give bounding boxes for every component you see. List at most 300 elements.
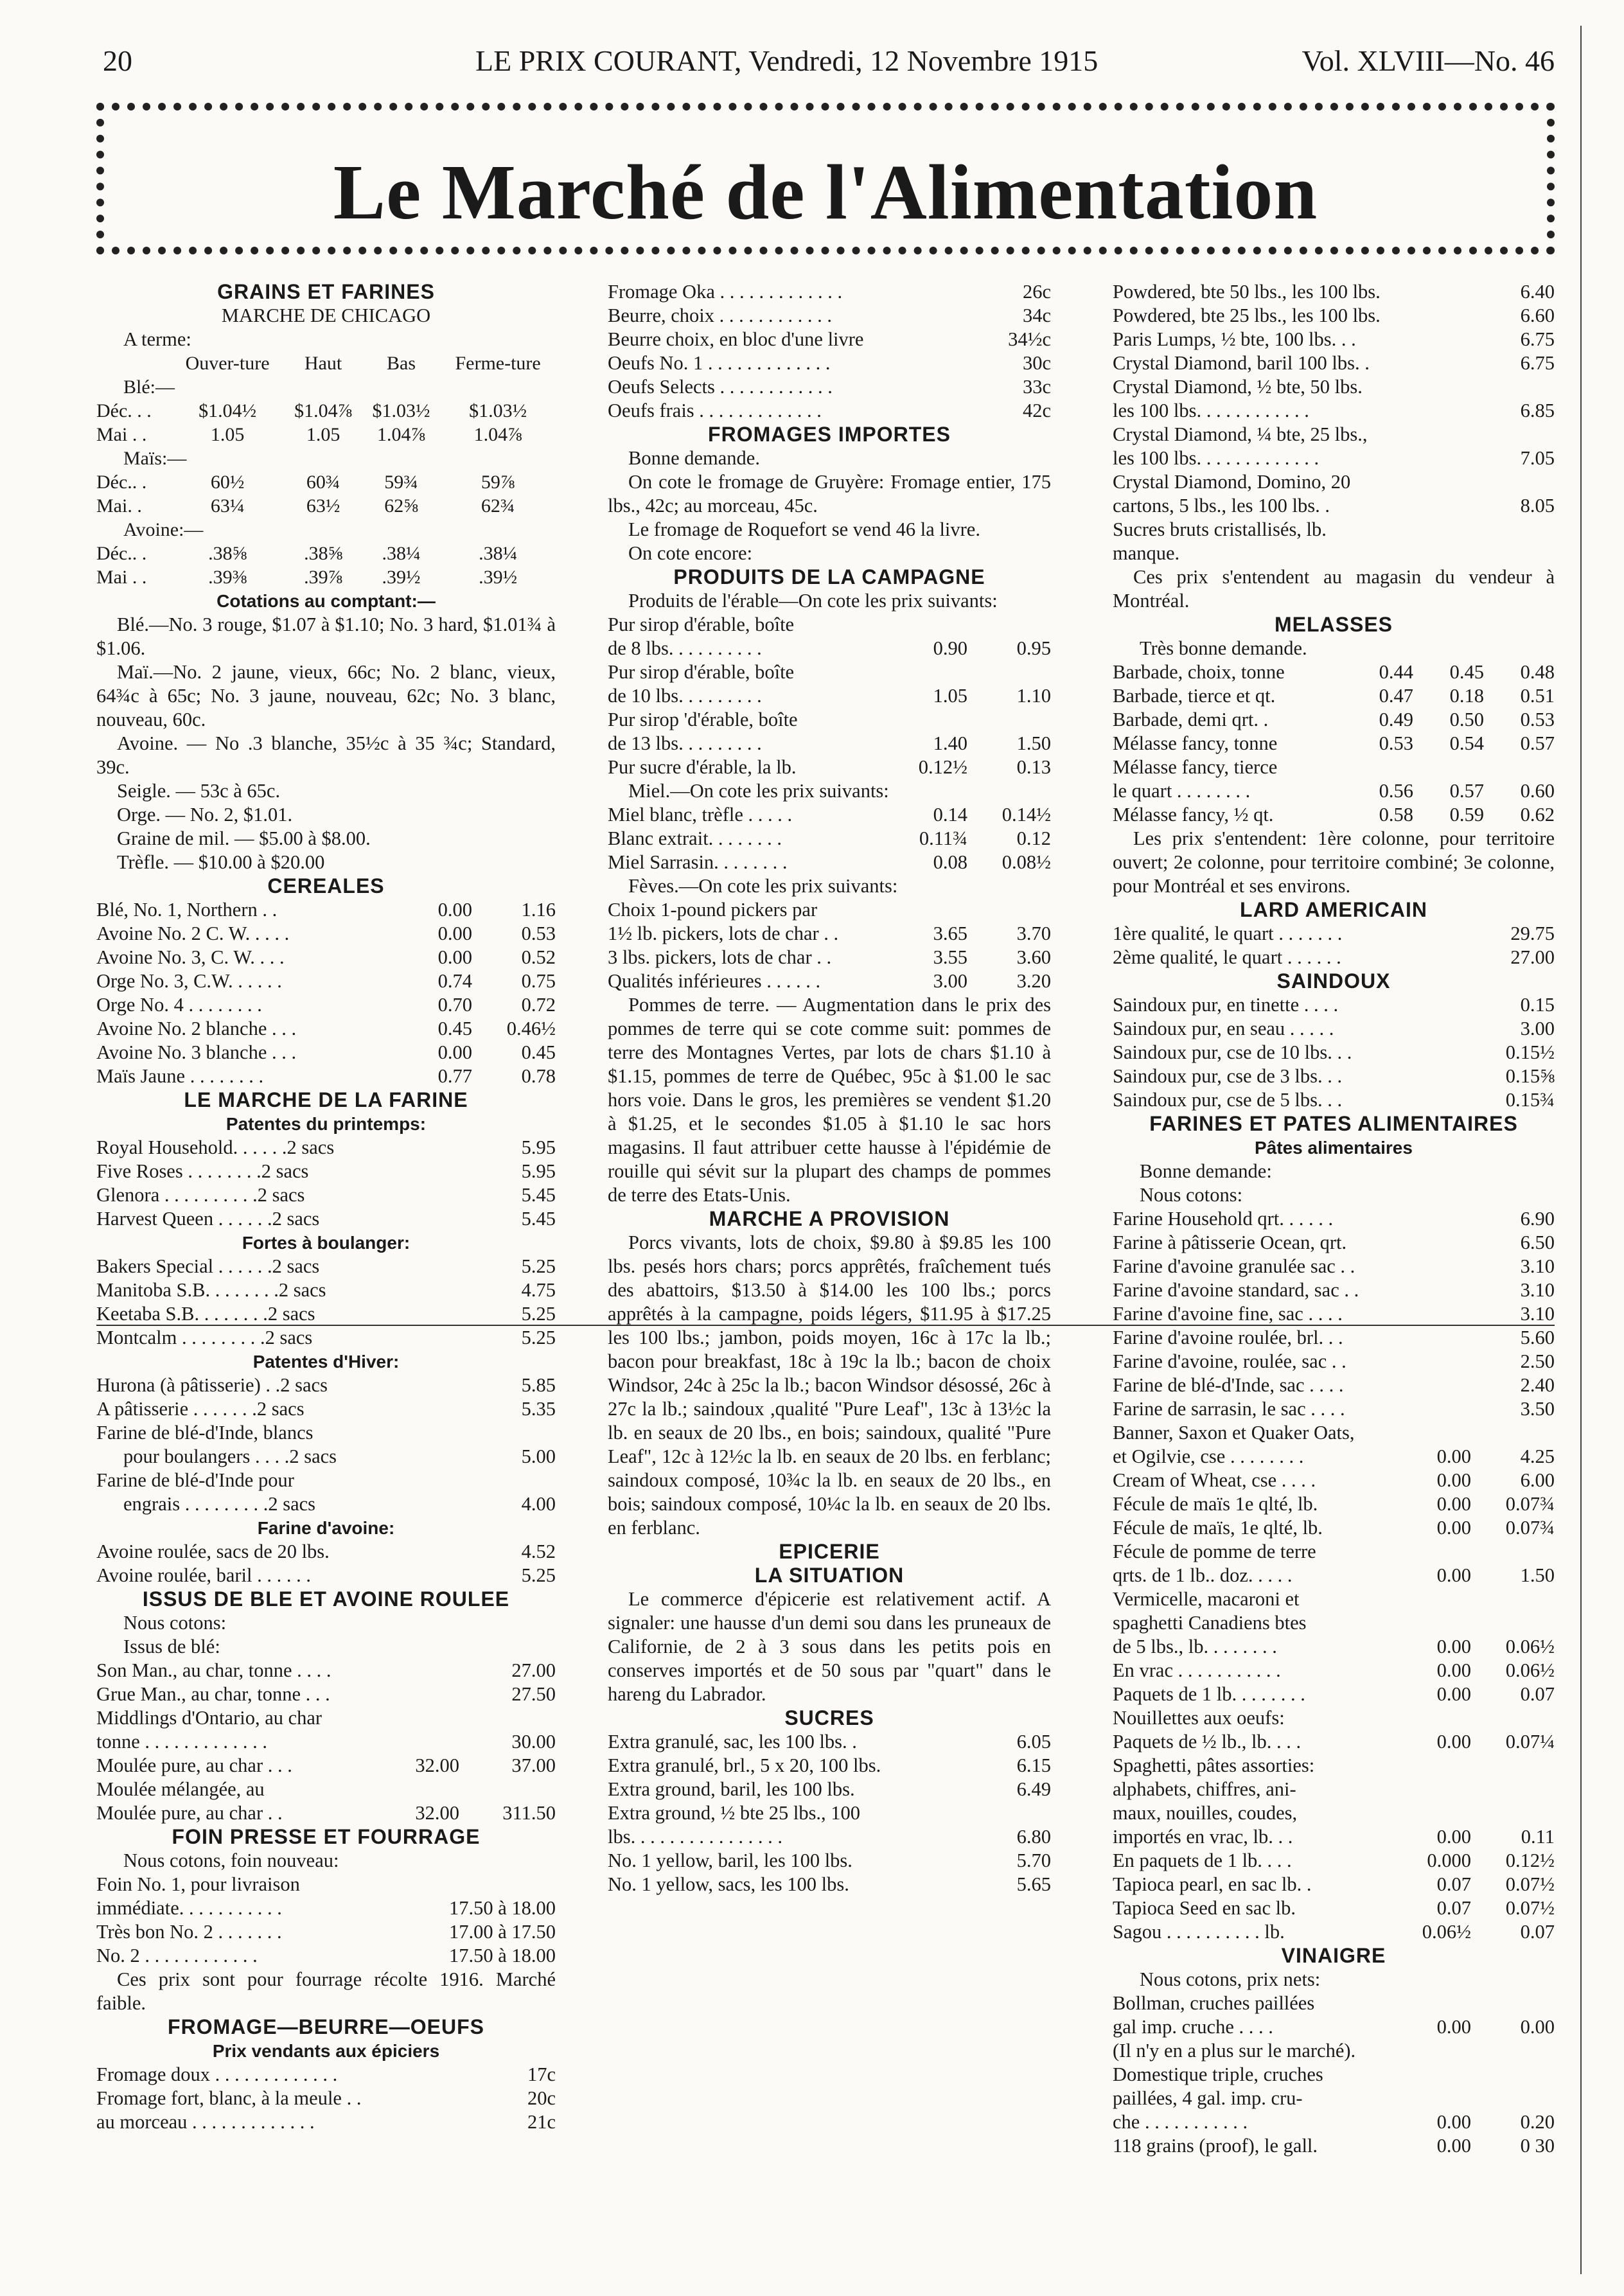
row-label: Crystal Diamond, baril 100 lbs. . xyxy=(1113,352,1370,374)
row-value: 0.00 xyxy=(1436,1493,1471,1515)
futures-cell: 60½ xyxy=(210,472,245,493)
row-value: 3.10 xyxy=(1520,1303,1555,1325)
vinaigre-row xyxy=(1113,2063,1555,2087)
page-number: 20 xyxy=(103,44,132,77)
row-label: Avoine No. 2 C. W. . . . . xyxy=(96,923,290,944)
produits-intro: Produits de l'érable—On cote les prix suivants: xyxy=(628,590,998,612)
sucre-row xyxy=(1113,304,1555,328)
feves-row xyxy=(608,946,1051,969)
row-label: Fécule de maïs, 1e qlté, lb. xyxy=(1113,1517,1323,1539)
row-value: 33c xyxy=(1022,376,1051,398)
cereale-row xyxy=(96,993,556,1017)
row-value: 0.45 xyxy=(1449,661,1484,683)
label-a-terme: A terme: xyxy=(123,328,191,350)
fromages-paragraph: Le fromage de Roquefort se vend 46 la livre. xyxy=(628,518,980,540)
row-label: Farine Household qrt. . . . . . xyxy=(1113,1208,1334,1230)
row-label: Son Man., au char, tonne . . . . xyxy=(96,1659,331,1681)
row-value: 0.47 xyxy=(1379,685,1413,707)
row-value: 0.46½ xyxy=(506,1018,556,1039)
futures-group-label: Maïs:— xyxy=(123,448,187,469)
row-value: 0.15¾ xyxy=(1505,1089,1555,1111)
row-value xyxy=(1394,1801,1471,1825)
row-label: Moulée pure, au char . . . xyxy=(96,1754,292,1776)
row-value xyxy=(1394,1373,1471,1397)
row-label: 1½ lb. pickers, lots de char . . xyxy=(608,923,839,944)
vinaigre-row xyxy=(1113,2134,1555,2158)
row-label: Fromage doux . . . . . . . . . . . . . xyxy=(96,2063,338,2085)
saindoux-row xyxy=(1113,1041,1555,1064)
page-edge-line xyxy=(1580,26,1582,2274)
subheading-comptant: Cotations au comptant:— xyxy=(216,591,436,611)
comptant-paragraph: Avoine. — No .3 blanche, 35½c à 35 ¾c; Standard, 39c. xyxy=(96,732,556,778)
row-label: Pur sirop d'érable, boîte xyxy=(608,661,795,683)
row-label: Avoine roulée, baril . . . . . . xyxy=(96,1564,311,1586)
melasse-row xyxy=(1113,803,1555,827)
farine-row xyxy=(1113,1421,1555,1445)
column-1 xyxy=(96,280,556,2134)
row-label: Barbade, tierce et qt. xyxy=(1113,685,1276,707)
row-label: de 5 lbs., lb. . . . . . . . xyxy=(1113,1636,1277,1657)
row-value: 0.00 xyxy=(1436,1469,1471,1491)
futures-cell: 1.05 xyxy=(210,424,245,445)
row-value: 0.00 xyxy=(1436,2016,1471,2038)
futures-cell: 60¾ xyxy=(306,472,340,493)
futures-cell: 1.05 xyxy=(306,424,340,445)
row-value: 0.07 xyxy=(1520,1683,1555,1705)
row-label: Extra granulé, brl., 5 x 20, 100 lbs. xyxy=(608,1754,881,1776)
sucre-row xyxy=(1113,470,1555,494)
row-value: 0.07 xyxy=(1436,1873,1471,1895)
fbo-row xyxy=(608,280,1051,304)
row-label: Choix 1-pound pickers par xyxy=(608,899,818,921)
sucre-row xyxy=(1113,399,1555,423)
cereale-row xyxy=(96,922,556,946)
farine-row xyxy=(1113,1207,1555,1231)
row-value: 0.58 xyxy=(1379,804,1413,826)
row-label: Keetaba S.B. . . . . . . .2 sacs xyxy=(96,1303,315,1325)
row-value xyxy=(1471,1778,1555,1801)
row-value: 3.55 xyxy=(933,946,967,968)
row-value xyxy=(884,898,967,922)
row-label: Miel blanc, trèfle . . . . . xyxy=(608,804,793,826)
section-heading-provision: MARCHE A PROVISION xyxy=(709,1207,950,1230)
row-label: pour boulangers . . . .2 sacs xyxy=(123,1445,337,1467)
row-label: Saindoux pur, en tinette . . . . xyxy=(1113,994,1339,1016)
futures-row xyxy=(96,423,556,446)
pommes-paragraph: Pommes de terre. — Augmentation dans le prix des pommes de terre qui se cote comme suit: pommes de terre des Montagnes Vertes, par lots de chars $1.10 à $1.15, pommes de terre de Québec, 95c à $1.00 le sac hors voie. Dans le gros, les premières se vendent $1.20 à $1.25, et le secondes $1.05 à $1.10 le sac hors magasins. Il faut attribuer cette hausse à l'épidémie de rouille qui sévit sur la plupart des champs de pommes de terre des Etats-Unis. xyxy=(608,994,1051,1206)
section-heading-issus: ISSUS DE BLE ET AVOINE ROULEE xyxy=(142,1587,510,1611)
row-value: 0.48 xyxy=(1520,661,1555,683)
row-label: Barbade, choix, tonne xyxy=(1113,661,1285,683)
section-heading-produits: PRODUITS DE LA CAMPAGNE xyxy=(673,565,985,588)
row-label: Farine d'avoine fine, sac . . . . xyxy=(1113,1303,1343,1325)
farine-row xyxy=(1113,1564,1555,1587)
row-value: 0.00 xyxy=(1436,1445,1471,1467)
row-value xyxy=(1394,1540,1471,1564)
row-value xyxy=(967,708,1051,732)
futures-cell: .38¼ xyxy=(382,543,421,564)
miel-row xyxy=(608,803,1051,827)
farine-row xyxy=(1113,1373,1555,1397)
vinaigre-row xyxy=(1113,1991,1555,2015)
row-label: Farine à pâtisserie Ocean, qrt. xyxy=(1113,1232,1347,1253)
row-label: les 100 lbs. . . . . . . . . . . . . xyxy=(1113,447,1320,469)
farine-label: Farine de blé-d'Inde pour xyxy=(96,1469,294,1491)
futures-cell: .39½ xyxy=(382,567,421,588)
row-value: 5.45 xyxy=(521,1208,556,1230)
row-label: Fromage Oka . . . . . . . . . . . . . xyxy=(608,281,843,303)
row-value: 0.00 xyxy=(437,946,472,968)
row-value: 5.00 xyxy=(521,1445,556,1467)
row-value: 3.60 xyxy=(1016,946,1051,968)
row-value xyxy=(1471,1421,1555,1445)
row-value xyxy=(1471,2087,1555,2110)
row-label: Farine d'avoine standard, sac . . xyxy=(1113,1279,1359,1301)
row-label: maux, nouilles, coudes, xyxy=(1113,1802,1298,1824)
row-label: Maïs Jaune . . . . . . . . xyxy=(96,1065,264,1087)
row-label: Cream of Wheat, cse . . . . xyxy=(1113,1469,1316,1491)
row-value: 0.06½ xyxy=(1505,1636,1555,1657)
row-value: 0.51 xyxy=(1520,685,1555,707)
row-label: Glenora . . . . . . . . . .2 sacs xyxy=(96,1184,305,1206)
row-value: 3.10 xyxy=(1520,1279,1555,1301)
section-heading-epicerie: EPICERIE xyxy=(779,1540,880,1563)
foin-label: Foin No. 1, pour livraison xyxy=(96,1873,300,1895)
row-label: Paris Lumps, ½ bte, 100 lbs. . . xyxy=(1113,328,1356,350)
row-value xyxy=(1394,1255,1471,1278)
feves-row xyxy=(608,898,1051,922)
subheading-avoine: Farine d'avoine: xyxy=(257,1518,395,1538)
row-label: Hurona (à pâtisserie) . .2 sacs xyxy=(96,1374,328,1396)
farine-row xyxy=(96,1540,556,1564)
row-value xyxy=(1484,518,1555,542)
row-value xyxy=(1484,755,1555,779)
row-label: No. 1 yellow, baril, les 100 lbs. xyxy=(608,1850,852,1871)
row-value: 6.60 xyxy=(1520,305,1555,326)
vinaigre-row xyxy=(1113,2015,1555,2039)
saindoux-row xyxy=(1113,993,1555,1017)
row-label: Montcalm . . . . . . . . .2 sacs xyxy=(96,1327,313,1348)
row-value: 0.00 xyxy=(1436,2135,1471,2157)
farine-row xyxy=(1113,1587,1555,1611)
row-label: Oeufs frais . . . . . . . . . . . . . xyxy=(608,400,822,421)
fbo-row xyxy=(608,375,1051,399)
row-label: Blé, No. 1, Northern . . xyxy=(96,899,278,921)
fbo-row xyxy=(608,399,1051,423)
row-value: 0.07½ xyxy=(1505,1897,1555,1919)
row-value: 0.00 xyxy=(1436,1659,1471,1681)
sucres-note: Ces prix s'entendent au magasin du vendeur à Montréal. xyxy=(1113,566,1555,612)
paper-name-date: LE PRIX COURANT, Vendredi, 12 Novembre 1915 xyxy=(475,44,1099,77)
row-value: 6.80 xyxy=(1016,1826,1051,1848)
row-value: 0.52 xyxy=(521,946,556,968)
sucre-row xyxy=(608,1849,1051,1873)
row-value: 6.75 xyxy=(1520,352,1555,374)
row-value xyxy=(376,1778,459,1801)
row-label: Domestique triple, cruches xyxy=(1113,2063,1323,2085)
miel-row xyxy=(608,827,1051,851)
foin-row xyxy=(96,1896,556,1920)
row-value: 0.77 xyxy=(437,1065,472,1087)
row-value: 27.50 xyxy=(511,1683,556,1705)
farine-row xyxy=(96,1492,556,1516)
row-label: Farine d'avoine, roulée, sac . . xyxy=(1113,1350,1346,1372)
row-value: 0.11¾ xyxy=(919,827,967,849)
row-value: 4.75 xyxy=(521,1279,556,1301)
row-value xyxy=(1394,1587,1471,1611)
row-value: 5.95 xyxy=(521,1160,556,1182)
vinaigre-row xyxy=(1113,2110,1555,2134)
row-label: Fécule de maïs 1e qlté, lb. xyxy=(1113,1493,1318,1515)
row-value: 0.70 xyxy=(437,994,472,1016)
futures-cell: 59¾ xyxy=(384,472,418,493)
row-label: de 13 lbs. . . . . . . . . xyxy=(608,732,762,754)
row-value: 30c xyxy=(1022,352,1051,374)
row-value xyxy=(980,1801,1051,1825)
row-label: Pur sirop d'érable, boîte xyxy=(608,614,795,635)
row-label: Pur sirop 'd'érable, boîte xyxy=(608,709,798,730)
futures-row xyxy=(96,399,556,423)
row-value xyxy=(1471,2039,1555,2063)
row-value xyxy=(884,660,967,684)
melasse-row xyxy=(1113,732,1555,755)
section-heading-sucres: SUCRES xyxy=(784,1706,874,1729)
row-value: 4.52 xyxy=(521,1541,556,1562)
row-value: 0.56 xyxy=(1379,780,1413,802)
row-value: 6.75 xyxy=(1520,328,1555,350)
futures-cell: 62¾ xyxy=(481,495,515,517)
cereale-row xyxy=(96,946,556,969)
row-label: Blanc extrait. . . . . . . . xyxy=(608,827,782,849)
row-label: No. 1 yellow, sacs, les 100 lbs. xyxy=(608,1873,849,1895)
farine-row xyxy=(96,1278,556,1302)
futures-cell: .38⅝ xyxy=(304,543,343,564)
comptant-paragraph: Trèfle. — $10.00 à $20.00 xyxy=(117,851,325,873)
row-label: immédiate. . . . . . . . . . . xyxy=(96,1897,282,1919)
foin-row xyxy=(96,1920,556,1944)
row-value: 0.00 xyxy=(1436,1564,1471,1586)
row-value: 0.14½ xyxy=(1002,804,1051,826)
futures-cell: Mai . . xyxy=(96,567,147,588)
row-value xyxy=(1484,470,1555,494)
row-value: 6.40 xyxy=(1520,281,1555,303)
row-value: 0.08½ xyxy=(1002,851,1051,873)
row-value: 1.05 xyxy=(933,685,967,707)
row-value: 5.25 xyxy=(521,1303,556,1325)
farine-row xyxy=(1113,1920,1555,1944)
row-value: 0.20 xyxy=(1520,2111,1555,2133)
fromages-paragraph: Bonne demande. xyxy=(628,447,760,469)
issus-row xyxy=(96,1778,556,1801)
farine-label: Farine de blé-d'Inde, blancs xyxy=(96,1422,313,1444)
row-value: 5.25 xyxy=(521,1255,556,1277)
sucre-row xyxy=(1113,375,1555,399)
farine-row xyxy=(96,1302,556,1326)
section-heading-grains: GRAINS ET FARINES xyxy=(217,280,435,303)
vinaigre-row xyxy=(1113,2039,1555,2063)
futures-cell: 63¼ xyxy=(210,495,245,517)
section-heading-melasses: MELASSES xyxy=(1274,613,1393,636)
row-label: Mélasse fancy, tierce xyxy=(1113,756,1278,778)
row-value xyxy=(1394,1778,1471,1801)
row-label: Mélasse fancy, ½ qt. xyxy=(1113,804,1274,826)
section-heading-cereales: CEREALES xyxy=(267,874,385,897)
row-value: 1.10 xyxy=(1016,685,1051,707)
row-value xyxy=(376,1682,459,1706)
issus-row xyxy=(96,1730,556,1754)
page-title: Le Marché de l'Alimentation xyxy=(333,149,1318,236)
row-value: 1.50 xyxy=(1016,732,1051,754)
row-value: 6.49 xyxy=(1016,1778,1051,1800)
row-label: Oeufs No. 1 . . . . . . . . . . . . . xyxy=(608,352,831,374)
row-value: 29.75 xyxy=(1510,923,1555,944)
row-value xyxy=(1394,1326,1471,1350)
row-label: Qualités inférieures . . . . . . xyxy=(608,970,821,992)
erable-row xyxy=(608,732,1051,755)
fbo-row xyxy=(608,351,1051,375)
fromages-paragraph: On cote encore: xyxy=(628,542,753,564)
row-label: Tapioca Seed en sac lb. xyxy=(1113,1897,1296,1919)
row-value: 0.12½ xyxy=(918,756,967,778)
sucre-row xyxy=(608,1730,1051,1754)
row-value xyxy=(1394,2063,1471,2087)
section-heading-fromages: FROMAGES IMPORTES xyxy=(708,423,951,446)
row-value xyxy=(1343,755,1413,779)
row-label: Beurre, choix . . . . . . . . . . . . xyxy=(608,305,832,326)
row-label: Farine d'avoine roulée, brl. . . xyxy=(1113,1327,1343,1348)
row-label: Grue Man., au char, tonne . . . xyxy=(96,1683,330,1705)
row-label: Mélasse fancy, tonne xyxy=(1113,732,1278,754)
row-value xyxy=(1471,1706,1555,1730)
row-value xyxy=(884,613,967,637)
farine-row xyxy=(96,1564,556,1587)
futures-cell: $1.03½ xyxy=(372,400,430,421)
row-value xyxy=(1484,423,1555,446)
row-value: 3.65 xyxy=(933,923,967,944)
row-label: Harvest Queen . . . . . .2 sacs xyxy=(96,1208,320,1230)
row-value: 0.07 xyxy=(1436,1897,1471,1919)
farine-row xyxy=(96,1445,556,1469)
futures-cell: $1.03½ xyxy=(469,400,527,421)
row-label: 2ème qualité, le quart . . . . . . xyxy=(1113,946,1341,968)
fbo-row xyxy=(608,304,1051,328)
row-value: 0.18 xyxy=(1449,685,1484,707)
row-label: Bakers Special . . . . . .2 sacs xyxy=(96,1255,320,1277)
melasse-row xyxy=(1113,684,1555,708)
row-label: Fécule de pomme de terre xyxy=(1113,1541,1316,1562)
row-label: Saindoux pur, en seau . . . . . xyxy=(1113,1018,1334,1039)
row-value: 0.06½ xyxy=(1422,1921,1471,1943)
row-label: Saindoux pur, cse de 3 lbs. . . xyxy=(1113,1065,1343,1087)
row-value: 0.45 xyxy=(437,1018,472,1039)
row-value: 0.74 xyxy=(437,970,472,992)
row-value: 0.00 xyxy=(437,923,472,944)
row-value xyxy=(1471,1587,1555,1611)
row-value: 6.85 xyxy=(1520,400,1555,421)
row-value: 5.60 xyxy=(1520,1327,1555,1348)
row-value xyxy=(1394,1278,1471,1302)
sucre-row xyxy=(1113,494,1555,518)
row-label: de 8 lbs. . . . . . . . . . xyxy=(608,637,762,659)
row-label: Moulée pure, au char . . xyxy=(96,1802,283,1824)
row-label: alphabets, chiffres, ani- xyxy=(1113,1778,1296,1800)
row-value: 0.75 xyxy=(521,970,556,992)
subheading-printemps: Patentes du printemps: xyxy=(225,1114,427,1134)
column-2 xyxy=(608,280,1051,1896)
row-value: 17c xyxy=(527,2063,556,2085)
comptant-paragraph: Blé.—No. 3 rouge, $1.07 à $1.10; No. 3 hard, $1.01¾ à $1.06. xyxy=(96,614,556,659)
row-value: 0.12 xyxy=(1016,827,1051,849)
farine-row xyxy=(96,1373,556,1397)
row-value: 21c xyxy=(527,2111,556,2133)
row-label: che . . . . . . . . . . . xyxy=(1113,2111,1248,2133)
row-value xyxy=(967,898,1051,922)
row-label: Saindoux pur, cse de 5 lbs. . . xyxy=(1113,1089,1343,1111)
section-heading-saindoux: SAINDOUX xyxy=(1276,969,1391,993)
row-label: Beurre choix, en bloc d'une livre xyxy=(608,328,864,350)
lard-row xyxy=(1113,946,1555,969)
fbo-row xyxy=(96,2110,556,2134)
row-label: Banner, Saxon et Quaker Oats, xyxy=(1113,1422,1355,1444)
comptant-paragraph: Maï.—No. 2 jaune, vieux, 66c; No. 2 blanc, vieux, 64¾c à 65c; No. 3 jaune, nouveau, 62c; No. 3 blanc, nouveau, 60c. xyxy=(96,661,556,730)
section-heading-vinaigre: VINAIGRE xyxy=(1281,1944,1386,1967)
row-value: 6.05 xyxy=(1016,1731,1051,1753)
farine-row xyxy=(96,1160,556,1183)
futures-cell: Déc.. . xyxy=(96,543,147,564)
sucre-row xyxy=(1113,423,1555,446)
melasses-note: Les prix s'entendent: 1ère colonne, pour territoire ouvert; 2e colonne, pour territoire combiné; 3e colonne, pour Montréal et ses environs. xyxy=(1113,827,1555,897)
row-label: Vermicelle, macaroni et xyxy=(1113,1588,1300,1610)
row-label: gal imp. cruche . . . . xyxy=(1113,2016,1273,2038)
cereale-row xyxy=(96,898,556,922)
farine-row xyxy=(1113,1278,1555,1302)
table-header-cell: Ouver-ture xyxy=(185,353,270,374)
row-label: Middlings d'Ontario, au char xyxy=(96,1707,322,1729)
row-value: 6.00 xyxy=(1520,1469,1555,1491)
row-value: 5.25 xyxy=(521,1564,556,1586)
row-label: qrts. de 1 lb.. doz. . . . . xyxy=(1113,1564,1293,1586)
row-label: Sucres bruts cristallisés, lb. xyxy=(1113,518,1327,540)
row-value: 0.13 xyxy=(1016,756,1051,778)
row-label: Avoine roulée, sacs de 20 lbs. xyxy=(96,1541,330,1562)
row-label: Fromage fort, blanc, à la meule . . xyxy=(96,2087,362,2109)
row-value: 0.78 xyxy=(521,1065,556,1087)
row-value: 0.08 xyxy=(933,851,967,873)
comptant-paragraph: Graine de mil. — $5.00 à $8.00. xyxy=(117,827,371,849)
row-value xyxy=(1471,1991,1555,2015)
row-value: 0.11 xyxy=(1521,1826,1555,1848)
futures-group-label: Avoine:— xyxy=(123,519,204,540)
row-label: manque. xyxy=(1113,542,1180,564)
row-value: 6.50 xyxy=(1520,1232,1555,1253)
row-value xyxy=(884,708,967,732)
row-label: Powdered, bte 25 lbs., les 100 lbs. xyxy=(1113,305,1381,326)
futures-cell: Mai. . xyxy=(96,495,142,517)
row-label: Extra ground, ½ bte 25 lbs., 100 xyxy=(608,1802,861,1824)
cereale-row xyxy=(96,1041,556,1064)
fbo-row xyxy=(608,328,1051,351)
cereale-row xyxy=(96,969,556,993)
row-value: 0.53 xyxy=(1520,709,1555,730)
row-value: 0.07¾ xyxy=(1505,1493,1555,1515)
foin-note: Ces prix sont pour fourrage récolte 1916. Marché faible. xyxy=(96,1968,556,2014)
issus-row xyxy=(96,1682,556,1706)
farine-row xyxy=(1113,1849,1555,1873)
row-value: 17.50 à 18.00 xyxy=(448,1945,556,1966)
row-label: Moulée mélangée, au xyxy=(96,1778,265,1800)
row-value xyxy=(1394,1207,1471,1231)
row-value: 0.95 xyxy=(1016,637,1051,659)
